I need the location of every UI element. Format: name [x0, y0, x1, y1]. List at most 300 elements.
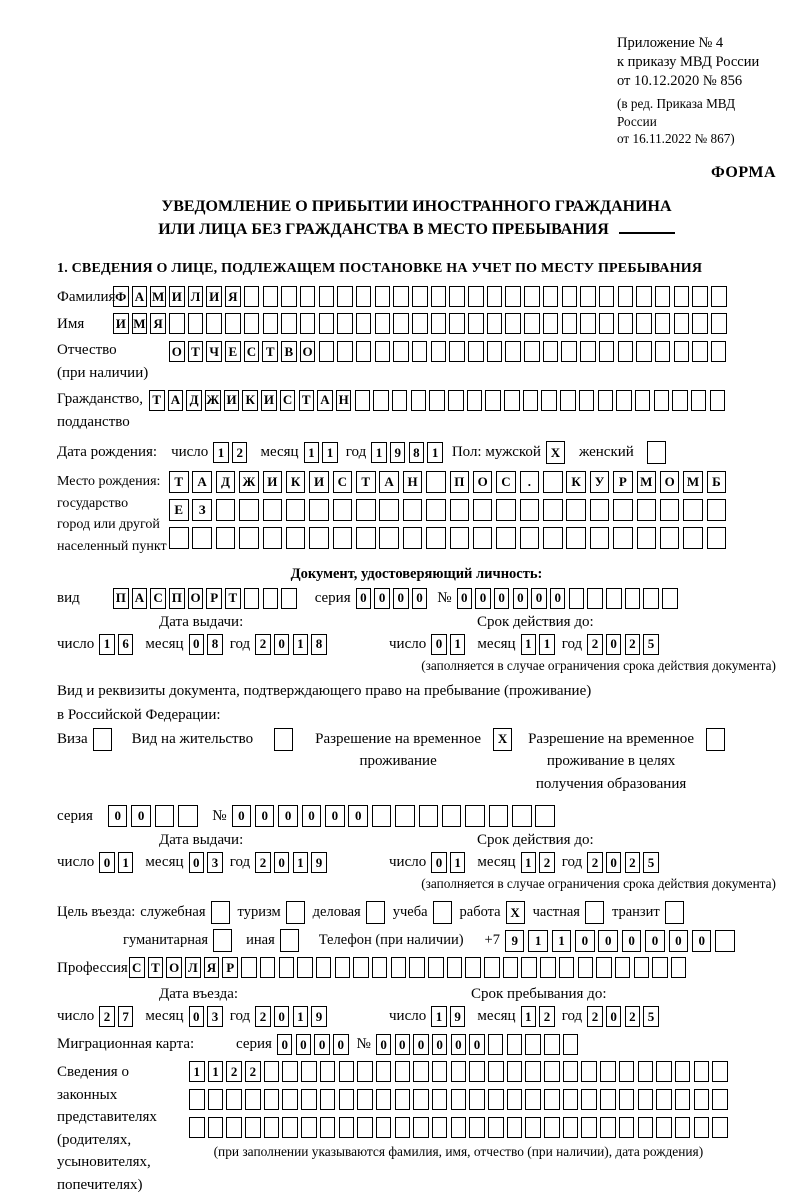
mig-series-label: серия [236, 1036, 272, 1053]
form-cell [379, 527, 399, 549]
residence-issue-month-cells[interactable] [189, 852, 223, 873]
form-cell [282, 1089, 298, 1110]
form-cell [413, 1117, 429, 1138]
form-cell [706, 728, 725, 751]
form-cell [580, 313, 596, 334]
form-cell [239, 499, 259, 521]
purpose-transit-checkbox[interactable] [665, 901, 684, 924]
temp-residence-edu-line1: Разрешение на временное [528, 730, 695, 747]
form-cell [357, 1061, 373, 1082]
form-cell [469, 1117, 485, 1138]
form-cell [489, 805, 509, 827]
migration-card-row [57, 1034, 776, 1055]
form-cell [544, 1034, 560, 1055]
citizenship-label-line1: Гражданство, [57, 390, 144, 407]
form-cell [320, 1089, 336, 1110]
form-cell: 2 [625, 1006, 641, 1027]
form-cell: М [637, 471, 657, 493]
form-cell [413, 1089, 429, 1110]
form-cell: 0 [374, 588, 390, 609]
form-cell [521, 957, 537, 978]
entry-dates-block [57, 986, 776, 1027]
doc-issue-month-cells[interactable] [189, 634, 223, 655]
form-cell [169, 527, 189, 549]
form-cell [543, 499, 563, 521]
form-cell [512, 805, 532, 827]
form-cell: А [132, 286, 148, 307]
form-cell [426, 471, 446, 493]
form-cell: 2 [232, 442, 248, 463]
residence-issue-day-cells[interactable] [99, 852, 133, 873]
form-cell [469, 1089, 485, 1110]
form-cell [426, 527, 446, 549]
form-cell [449, 286, 465, 307]
form-cell [395, 805, 415, 827]
doc-dates-block [57, 614, 776, 674]
form-cell [656, 1117, 672, 1138]
form-cell: 0 [255, 805, 275, 827]
form-cell [442, 805, 462, 827]
residence-permit-checkbox[interactable] [274, 728, 293, 751]
form-cell [189, 1117, 205, 1138]
form-cell [618, 313, 634, 334]
profession-label: Профессия [57, 960, 128, 977]
form-cell: 1 [213, 442, 229, 463]
form-cell: 2 [245, 1061, 261, 1082]
form-cell [563, 1034, 579, 1055]
representatives-cells-row1[interactable] [189, 1061, 728, 1082]
edition-line: от 16.11.2022 № 867) [617, 131, 735, 147]
visa-label: Виза [57, 730, 88, 747]
form-cell [300, 313, 316, 334]
form-cell [316, 957, 332, 978]
form-cell: 1 [427, 442, 443, 463]
form-cell [216, 527, 236, 549]
form-cell: 5 [643, 1006, 659, 1027]
year-label: год [229, 1008, 251, 1025]
form-cell [581, 1061, 597, 1082]
temp-residence-edu-checkbox[interactable] [706, 728, 725, 751]
form-cell: О [660, 471, 680, 493]
form-cell: 0 [278, 805, 298, 827]
form-cell [412, 286, 428, 307]
birthplace-cells-row3[interactable] [169, 527, 727, 549]
form-cell [525, 1061, 541, 1082]
form-cell: А [168, 390, 184, 411]
form-cell [319, 286, 335, 307]
representatives-cells-row3[interactable] [189, 1117, 728, 1138]
birthplace-label-line2: государство [57, 495, 129, 511]
temp-residence-edu-line3: получения образования [535, 775, 687, 792]
form-cell [655, 286, 671, 307]
doc-series-label: серия [314, 589, 351, 606]
form-cell: 2 [255, 1006, 271, 1027]
form-cell [636, 341, 652, 362]
residence-number-cells[interactable] [232, 805, 556, 827]
doc-valid-day-cells[interactable] [431, 634, 465, 655]
stay-month-cells[interactable] [521, 1006, 555, 1027]
form-cell: 1 [450, 634, 466, 655]
residence-issue-year-cells[interactable] [255, 852, 327, 873]
form-cell: Б [707, 471, 727, 493]
visa-checkbox[interactable] [93, 728, 112, 751]
form-cell: А [317, 390, 333, 411]
form-cell [636, 286, 652, 307]
mig-number-cells[interactable] [376, 1034, 578, 1055]
form-cell [301, 1089, 317, 1110]
form-cell [412, 313, 428, 334]
form-cell [560, 390, 576, 411]
form-cell [637, 527, 657, 549]
valid-note: (заполняется в случае ограничения срока действия документа) [421, 657, 776, 673]
purpose-official-checkbox[interactable] [211, 901, 230, 924]
residence-doc-line1: Вид и реквизиты документа, подтверждающего право на пребывание (проживание) [57, 682, 592, 699]
purpose-tourism-checkbox[interactable] [286, 901, 305, 924]
form-cell [543, 341, 559, 362]
form-cell [356, 499, 376, 521]
entry-date-half [57, 986, 389, 1027]
form-cell [393, 286, 409, 307]
entry-month-cells[interactable] [189, 1006, 223, 1027]
form-cell [403, 527, 423, 549]
form-cell [634, 957, 650, 978]
doc-issue-day-cells[interactable] [99, 634, 133, 655]
purpose-study-checkbox[interactable] [433, 901, 452, 924]
form-cell [429, 390, 445, 411]
doc-issue-row [57, 634, 389, 655]
stay-until-half [389, 986, 659, 1027]
mig-number-label: № [356, 1036, 371, 1053]
sex-male-checkbox[interactable] [546, 441, 565, 464]
purpose-tourism-label: туризм [237, 904, 281, 921]
doc-issue-half [57, 614, 389, 655]
form-cell: 0 [189, 1006, 205, 1027]
form-cell [712, 1089, 728, 1110]
purpose-business-checkbox[interactable] [366, 901, 385, 924]
day-label: число [389, 854, 427, 871]
phone-label: Телефон (при наличии) [318, 932, 464, 949]
residence-doc-type-row [57, 728, 776, 796]
birth-day-cells[interactable] [213, 442, 247, 463]
section1-heading: 1. СВЕДЕНИЯ О ЛИЦЕ, ПОДЛЕЖАЩЕМ ПОСТАНОВКЕ НА УЧЕТ ПО МЕСТУ ПРЕБЫВАНИЯ [57, 261, 703, 277]
stay-day-cells[interactable] [431, 1006, 465, 1027]
form-cell [504, 390, 520, 411]
doc-number-cells[interactable] [457, 588, 678, 609]
form-cell [337, 341, 353, 362]
form-cell [507, 1089, 523, 1110]
form-cell: П [169, 588, 185, 609]
form-cell: 0 [431, 852, 447, 873]
sex-female-checkbox[interactable] [647, 441, 666, 464]
form-cell [391, 957, 407, 978]
representatives-label-line1: Сведения о [57, 1064, 129, 1081]
form-cell [581, 1117, 597, 1138]
form-cell: Т [149, 390, 165, 411]
doc-valid-year-cells[interactable] [587, 634, 659, 655]
form-cell: Д [216, 471, 236, 493]
form-cell [375, 341, 391, 362]
mig-series-cells[interactable] [277, 1034, 349, 1055]
residence-series-row [57, 805, 776, 827]
residence-valid-year-cells[interactable] [587, 852, 659, 873]
form-cell [691, 390, 707, 411]
form-cell [596, 957, 612, 978]
form-cell [178, 805, 198, 827]
month-label: месяц [477, 854, 516, 871]
purpose-transit-label: транзит [611, 904, 660, 921]
form-cell [244, 588, 260, 609]
form-cell [279, 957, 295, 978]
form-cell: 2 [587, 634, 603, 655]
form-cell [488, 1061, 504, 1082]
form-cell: М [683, 471, 703, 493]
residence-valid-month-cells[interactable] [521, 852, 555, 873]
birthplace-labels [57, 471, 169, 558]
birthplace-cells-row1[interactable] [169, 471, 727, 493]
form-cell [301, 1117, 317, 1138]
residence-issue-half [57, 832, 389, 873]
form-cell [263, 527, 283, 549]
form-cell [524, 341, 540, 362]
day-label: число [389, 635, 427, 652]
form-cell: 1 [521, 852, 537, 873]
form-cell [616, 390, 632, 411]
citizenship-row [57, 388, 776, 435]
form-cell [543, 286, 559, 307]
form-cell: Е [169, 499, 189, 521]
form-cell [469, 1061, 485, 1082]
form-cell [468, 341, 484, 362]
representatives-block [57, 1061, 776, 1196]
representatives-label-line5: усыновителях, [57, 1154, 151, 1171]
form-cell [711, 341, 727, 362]
form-cell: 0 [232, 805, 252, 827]
form-cell [496, 527, 516, 549]
form-cell [432, 1061, 448, 1082]
form-cell [376, 1061, 392, 1082]
form-cell [403, 499, 423, 521]
birth-year-cells[interactable] [371, 442, 443, 463]
form-cell [309, 499, 329, 521]
form-cell [655, 313, 671, 334]
doc-number-label: № [437, 589, 452, 606]
purpose-private-checkbox[interactable] [585, 901, 604, 924]
year-label: год [229, 635, 251, 652]
representatives-labels [57, 1061, 189, 1196]
form-cell [662, 588, 678, 609]
form-cell: 0 [494, 588, 510, 609]
form-cell [395, 1117, 411, 1138]
month-label: месяц [260, 444, 299, 461]
form-cell [339, 1089, 355, 1110]
temp-residence-edu-label [528, 728, 694, 796]
form-cell [674, 286, 690, 307]
form-cell [613, 527, 633, 549]
form-cell [264, 1089, 280, 1110]
entry-date-title: Дата въезда: [159, 986, 239, 1003]
form-cell: О [188, 588, 204, 609]
purpose-humanitarian-checkbox[interactable] [213, 929, 232, 952]
form-cell: 1 [293, 634, 309, 655]
surname-cells[interactable] [113, 286, 727, 307]
form-cell [672, 390, 688, 411]
form-cell: Ф [113, 286, 129, 307]
profession-row [57, 957, 776, 978]
form-cell [213, 929, 232, 952]
representatives-cells-row2[interactable] [189, 1089, 728, 1110]
form-cell [395, 1089, 411, 1110]
citizenship-cells[interactable] [149, 390, 725, 411]
residence-number-label: № [212, 807, 227, 824]
form-cell [320, 1061, 336, 1082]
form-cell: 6 [118, 634, 134, 655]
birthdate-row [57, 441, 776, 464]
form-cell [505, 313, 521, 334]
form-cell: 0 [189, 634, 205, 655]
form-cell [216, 499, 236, 521]
form-cell [712, 1117, 728, 1138]
sex-female-label: женский [578, 444, 634, 461]
form-cell: 9 [505, 930, 525, 952]
form-cell [356, 313, 372, 334]
form-cell [587, 588, 603, 609]
form-cell: 0 [645, 930, 665, 952]
representatives-label-line2: законных [57, 1086, 118, 1103]
form-cell [393, 341, 409, 362]
identity-doc-heading: Документ, удостоверяющий личность: [290, 565, 543, 582]
form-cell: Л [188, 286, 204, 307]
form-cell [473, 499, 493, 521]
doc-issue-title: Дата выдачи: [159, 613, 244, 630]
form-cell [189, 1089, 205, 1110]
form-cell: С [280, 390, 296, 411]
form-cell: Я [225, 286, 241, 307]
form-cell: 1 [521, 1006, 537, 1027]
form-cell [635, 390, 651, 411]
form-cell [585, 901, 604, 924]
form-cell [320, 1117, 336, 1138]
form-cell [712, 1061, 728, 1082]
form-cell [487, 286, 503, 307]
form-cell [505, 341, 521, 362]
form-cell: Т [356, 471, 376, 493]
doc-issue-year-cells[interactable] [255, 634, 327, 655]
form-cell [155, 805, 175, 827]
residence-valid-day-cells[interactable] [431, 852, 465, 873]
residence-series-label: серия [57, 807, 93, 824]
doc-kind-cells[interactable] [113, 588, 297, 609]
form-cell [339, 1117, 355, 1138]
purpose-label: Цель въезда: [57, 904, 136, 921]
doc-valid-month-cells[interactable] [521, 634, 555, 655]
form-cell [451, 1117, 467, 1138]
form-cell [413, 1061, 429, 1082]
profession-cells[interactable] [129, 957, 686, 978]
form-cell: Т [148, 957, 164, 978]
birthplace-label-line4: населенный пункт [57, 539, 167, 555]
form-cell [710, 390, 726, 411]
form-cell [245, 1117, 261, 1138]
form-cell [93, 728, 112, 751]
birth-month-cells[interactable] [304, 442, 338, 463]
form-cell [590, 527, 610, 549]
form-cell [507, 1061, 523, 1082]
form-cell: Р [222, 957, 238, 978]
form-cell [544, 1117, 560, 1138]
birthplace-label-line1: Место рождения: [57, 474, 161, 490]
entry-purpose-row2 [57, 929, 776, 952]
stay-year-cells[interactable] [587, 1006, 659, 1027]
form-cell [260, 957, 276, 978]
entry-year-cells[interactable] [255, 1006, 327, 1027]
birthplace-cells-row2[interactable] [169, 499, 727, 521]
stay-until-row [389, 1006, 659, 1027]
doc-series-cells[interactable] [356, 588, 428, 609]
form-cell: 1 [521, 634, 537, 655]
form-cell: Ж [239, 471, 259, 493]
form-cell: У [590, 471, 610, 493]
form-cell: С [150, 588, 166, 609]
form-cell [300, 286, 316, 307]
form-cell [656, 1089, 672, 1110]
form-cell: 0 [277, 1034, 293, 1055]
form-cell [264, 1061, 280, 1082]
temp-residence-checkbox[interactable] [493, 728, 512, 751]
form-cell [505, 286, 521, 307]
representatives-label-line6: попечителях) [57, 1176, 143, 1193]
form-cell [225, 313, 241, 334]
purpose-work-label: работа [459, 904, 501, 921]
sex-male-label: Пол: мужской [451, 444, 541, 461]
form-cell [419, 805, 439, 827]
form-cell: 0 [189, 852, 205, 873]
form-cell: 8 [409, 442, 425, 463]
form-cell: 9 [390, 442, 406, 463]
name-cells[interactable] [113, 313, 727, 334]
residence-dates-halves [57, 832, 776, 873]
form-cell: 8 [207, 634, 223, 655]
entry-day-cells[interactable] [99, 1006, 133, 1027]
form-cell [563, 1089, 579, 1110]
form-cell [643, 588, 659, 609]
form-cell [353, 957, 369, 978]
form-cell [226, 1117, 242, 1138]
form-cell [447, 957, 463, 978]
form-cell [683, 527, 703, 549]
form-cell [488, 1117, 504, 1138]
form-cell [274, 728, 293, 751]
form-cell: 0 [376, 1034, 392, 1055]
form-cell: О [166, 957, 182, 978]
form-cell: 1 [528, 930, 548, 952]
form-cell [535, 805, 555, 827]
purpose-work-checkbox[interactable] [506, 901, 525, 924]
form-cell [357, 1089, 373, 1110]
form-cell [654, 390, 670, 411]
form-cell [245, 1089, 261, 1110]
patronymic-cells[interactable] [169, 341, 726, 362]
form-cell: 0 [395, 1034, 411, 1055]
appendix-line: к приказу МВД России [617, 54, 760, 71]
form-cell: 1 [189, 1061, 205, 1082]
form-cell [487, 341, 503, 362]
form-cell: 2 [539, 852, 555, 873]
residence-series-cells[interactable] [108, 805, 198, 827]
form-cell [282, 1117, 298, 1138]
form-cell [392, 390, 408, 411]
purpose-other-checkbox[interactable] [280, 929, 299, 952]
phone-cells[interactable] [505, 930, 736, 952]
